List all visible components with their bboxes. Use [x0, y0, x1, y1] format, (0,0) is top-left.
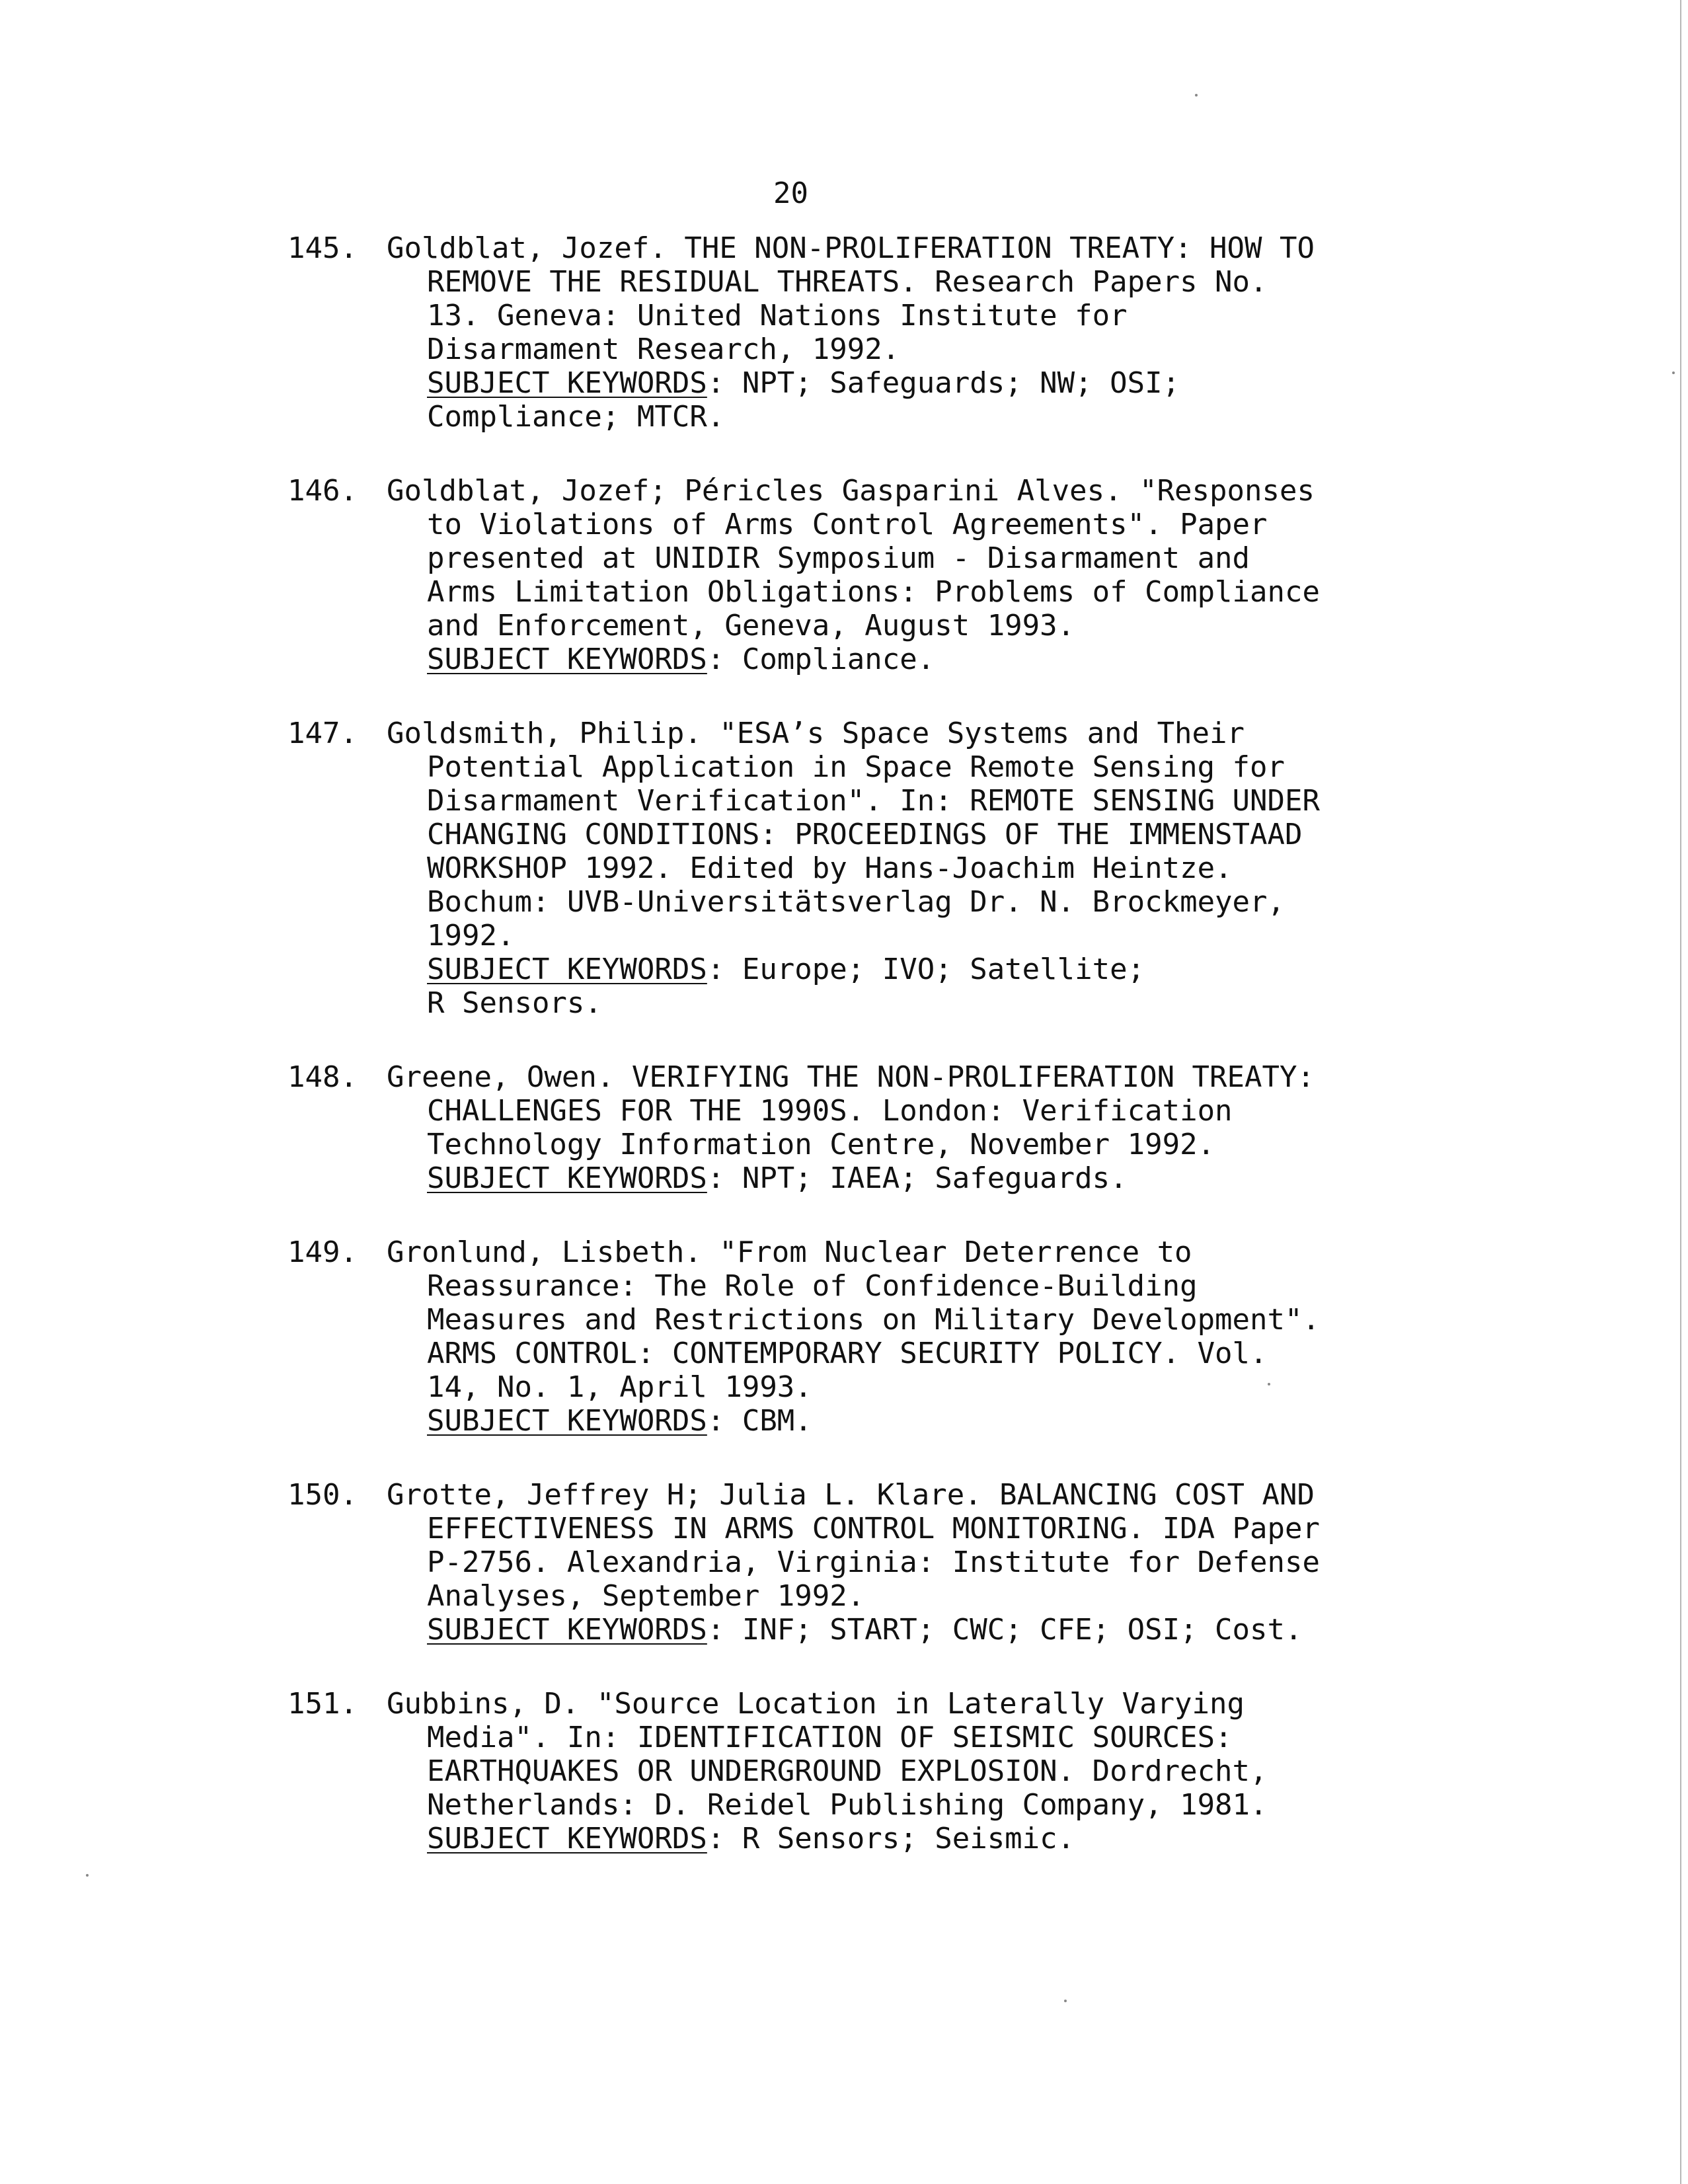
bibliography-entry	[288, 231, 1471, 434]
subject-keywords-label: SUBJECT KEYWORDS	[427, 1161, 707, 1195]
citation-line: Technology Information Centre, November 1992.	[427, 1128, 1215, 1161]
citation-line: Analyses, September 1992.	[427, 1579, 865, 1613]
bibliography-entry	[288, 474, 1471, 676]
bibliography-entry	[288, 1060, 1471, 1195]
citation-line: Arms Limitation Obligations: Problems of Compliance	[427, 575, 1321, 609]
subject-keywords-continuation: Compliance; MTCR.	[427, 400, 725, 434]
citation-line: Goldblat, Jozef; Péricles Gasparini Alves. "Responses	[387, 474, 1315, 508]
citation-line: 14, No. 1, April 1993.	[427, 1370, 812, 1404]
entry-number: 149.	[288, 1235, 358, 1269]
subject-keywords-value: : INF; START; CWC; CFE; OSI; Cost.	[707, 1613, 1303, 1647]
subject-keywords-line	[387, 1404, 1471, 1438]
citation-line: 13. Geneva: United Nations Institute for	[427, 299, 1128, 332]
subject-keywords-line	[387, 1613, 1471, 1647]
entry-citation	[387, 1687, 1471, 1855]
entry-number: 146.	[288, 474, 358, 508]
page-number: 20	[773, 176, 808, 210]
subject-keywords-continuation: R Sensors.	[427, 986, 602, 1020]
subject-keywords-label: SUBJECT KEYWORDS	[427, 643, 707, 676]
citation-line: Disarmament Research, 1992.	[427, 332, 900, 366]
bibliography-entry	[288, 1687, 1471, 1855]
subject-keywords-value: : Europe; IVO; Satellite;	[707, 953, 1145, 986]
subject-keywords-value: : Compliance.	[707, 643, 935, 676]
citation-line: Media". In: IDENTIFICATION OF SEISMIC SOURCES:	[427, 1721, 1233, 1754]
citation-line: CHALLENGES FOR THE 1990S. London: Verification	[427, 1094, 1233, 1128]
scan-speck	[1195, 94, 1198, 97]
entry-citation	[387, 717, 1471, 1020]
citation-line: 1992.	[427, 919, 515, 953]
subject-keywords-line	[387, 366, 1471, 400]
entry-citation	[387, 231, 1471, 434]
bibliography-list	[288, 231, 1471, 1896]
subject-keywords-line	[387, 643, 1471, 676]
citation-line: and Enforcement, Geneva, August 1993.	[427, 609, 1075, 643]
citation-line: Potential Application in Space Remote Sensing for	[427, 750, 1285, 784]
scan-speck	[1672, 371, 1675, 374]
subject-keywords-label: SUBJECT KEYWORDS	[427, 1404, 707, 1438]
citation-line: CHANGING CONDITIONS: PROCEEDINGS OF THE IMMENSTAAD	[427, 818, 1303, 851]
citation-line: Bochum: UVB-Universitätsverlag Dr. N. Brockmeyer,	[427, 885, 1285, 919]
entry-number: 150.	[288, 1478, 358, 1512]
entry-citation	[387, 474, 1471, 676]
citation-line: presented at UNIDIR Symposium - Disarmament and	[427, 541, 1250, 575]
entry-citation	[387, 1235, 1471, 1438]
bibliography-entry	[288, 1235, 1471, 1438]
entry-number: 147.	[288, 717, 358, 750]
subject-keywords-value: : CBM.	[707, 1404, 812, 1438]
citation-line: EARTHQUAKES OR UNDERGROUND EXPLOSION. Dordrecht,	[427, 1754, 1268, 1788]
subject-keywords-value: : R Sensors; Seismic.	[707, 1822, 1075, 1855]
citation-line: Disarmament Verification". In: REMOTE SENSING UNDER	[427, 784, 1321, 818]
entry-citation	[387, 1478, 1471, 1647]
entry-number: 145.	[288, 231, 358, 265]
citation-line: EFFECTIVENESS IN ARMS CONTROL MONITORING. IDA Paper	[427, 1512, 1321, 1545]
citation-line: P-2756. Alexandria, Virginia: Institute for Defense	[427, 1545, 1321, 1579]
entry-citation	[387, 1060, 1471, 1195]
citation-line: to Violations of Arms Control Agreements". Paper	[427, 508, 1268, 541]
scan-edge-line	[1680, 0, 1681, 2184]
subject-keywords-label: SUBJECT KEYWORDS	[427, 1613, 707, 1647]
citation-line: Gronlund, Lisbeth. "From Nuclear Deterrence to	[387, 1235, 1192, 1269]
subject-keywords-value: : NPT; IAEA; Safeguards.	[707, 1161, 1128, 1195]
subject-keywords-line	[387, 1822, 1471, 1855]
citation-line: Gubbins, D. "Source Location in Laterally Varying	[387, 1687, 1245, 1721]
entry-number: 151.	[288, 1687, 358, 1721]
subject-keywords-line	[387, 1161, 1471, 1195]
entry-number: 148.	[288, 1060, 358, 1094]
bibliography-entry	[288, 717, 1471, 1020]
scan-speck	[1064, 2000, 1067, 2002]
subject-keywords-label: SUBJECT KEYWORDS	[427, 953, 707, 986]
citation-line: Measures and Restrictions on Military Development".	[427, 1303, 1321, 1337]
citation-line: Grotte, Jeffrey H; Julia L. Klare. BALANCING COST AND	[387, 1478, 1315, 1512]
subject-keywords-label: SUBJECT KEYWORDS	[427, 366, 707, 400]
citation-line: Greene, Owen. VERIFYING THE NON-PROLIFERATION TREATY:	[387, 1060, 1315, 1094]
scan-speck	[86, 1874, 89, 1877]
subject-keywords-label: SUBJECT KEYWORDS	[427, 1822, 707, 1855]
citation-line: Goldsmith, Philip. "ESA’s Space Systems and Their	[387, 717, 1245, 750]
bibliography-entry	[288, 1478, 1471, 1647]
citation-line: Goldblat, Jozef. THE NON-PROLIFERATION TREATY: HOW TO	[387, 231, 1315, 265]
citation-line: WORKSHOP 1992. Edited by Hans-Joachim Heintze.	[427, 851, 1233, 885]
subject-keywords-line	[387, 953, 1471, 986]
citation-line: Reassurance: The Role of Confidence-Building	[427, 1269, 1198, 1303]
citation-line: REMOVE THE RESIDUAL THREATS. Research Papers No.	[427, 265, 1268, 299]
subject-keywords-value: : NPT; Safeguards; NW; OSI;	[707, 366, 1180, 400]
citation-line: ARMS CONTROL: CONTEMPORARY SECURITY POLICY. Vol.	[427, 1337, 1268, 1370]
citation-line: Netherlands: D. Reidel Publishing Company, 1981.	[427, 1788, 1268, 1822]
